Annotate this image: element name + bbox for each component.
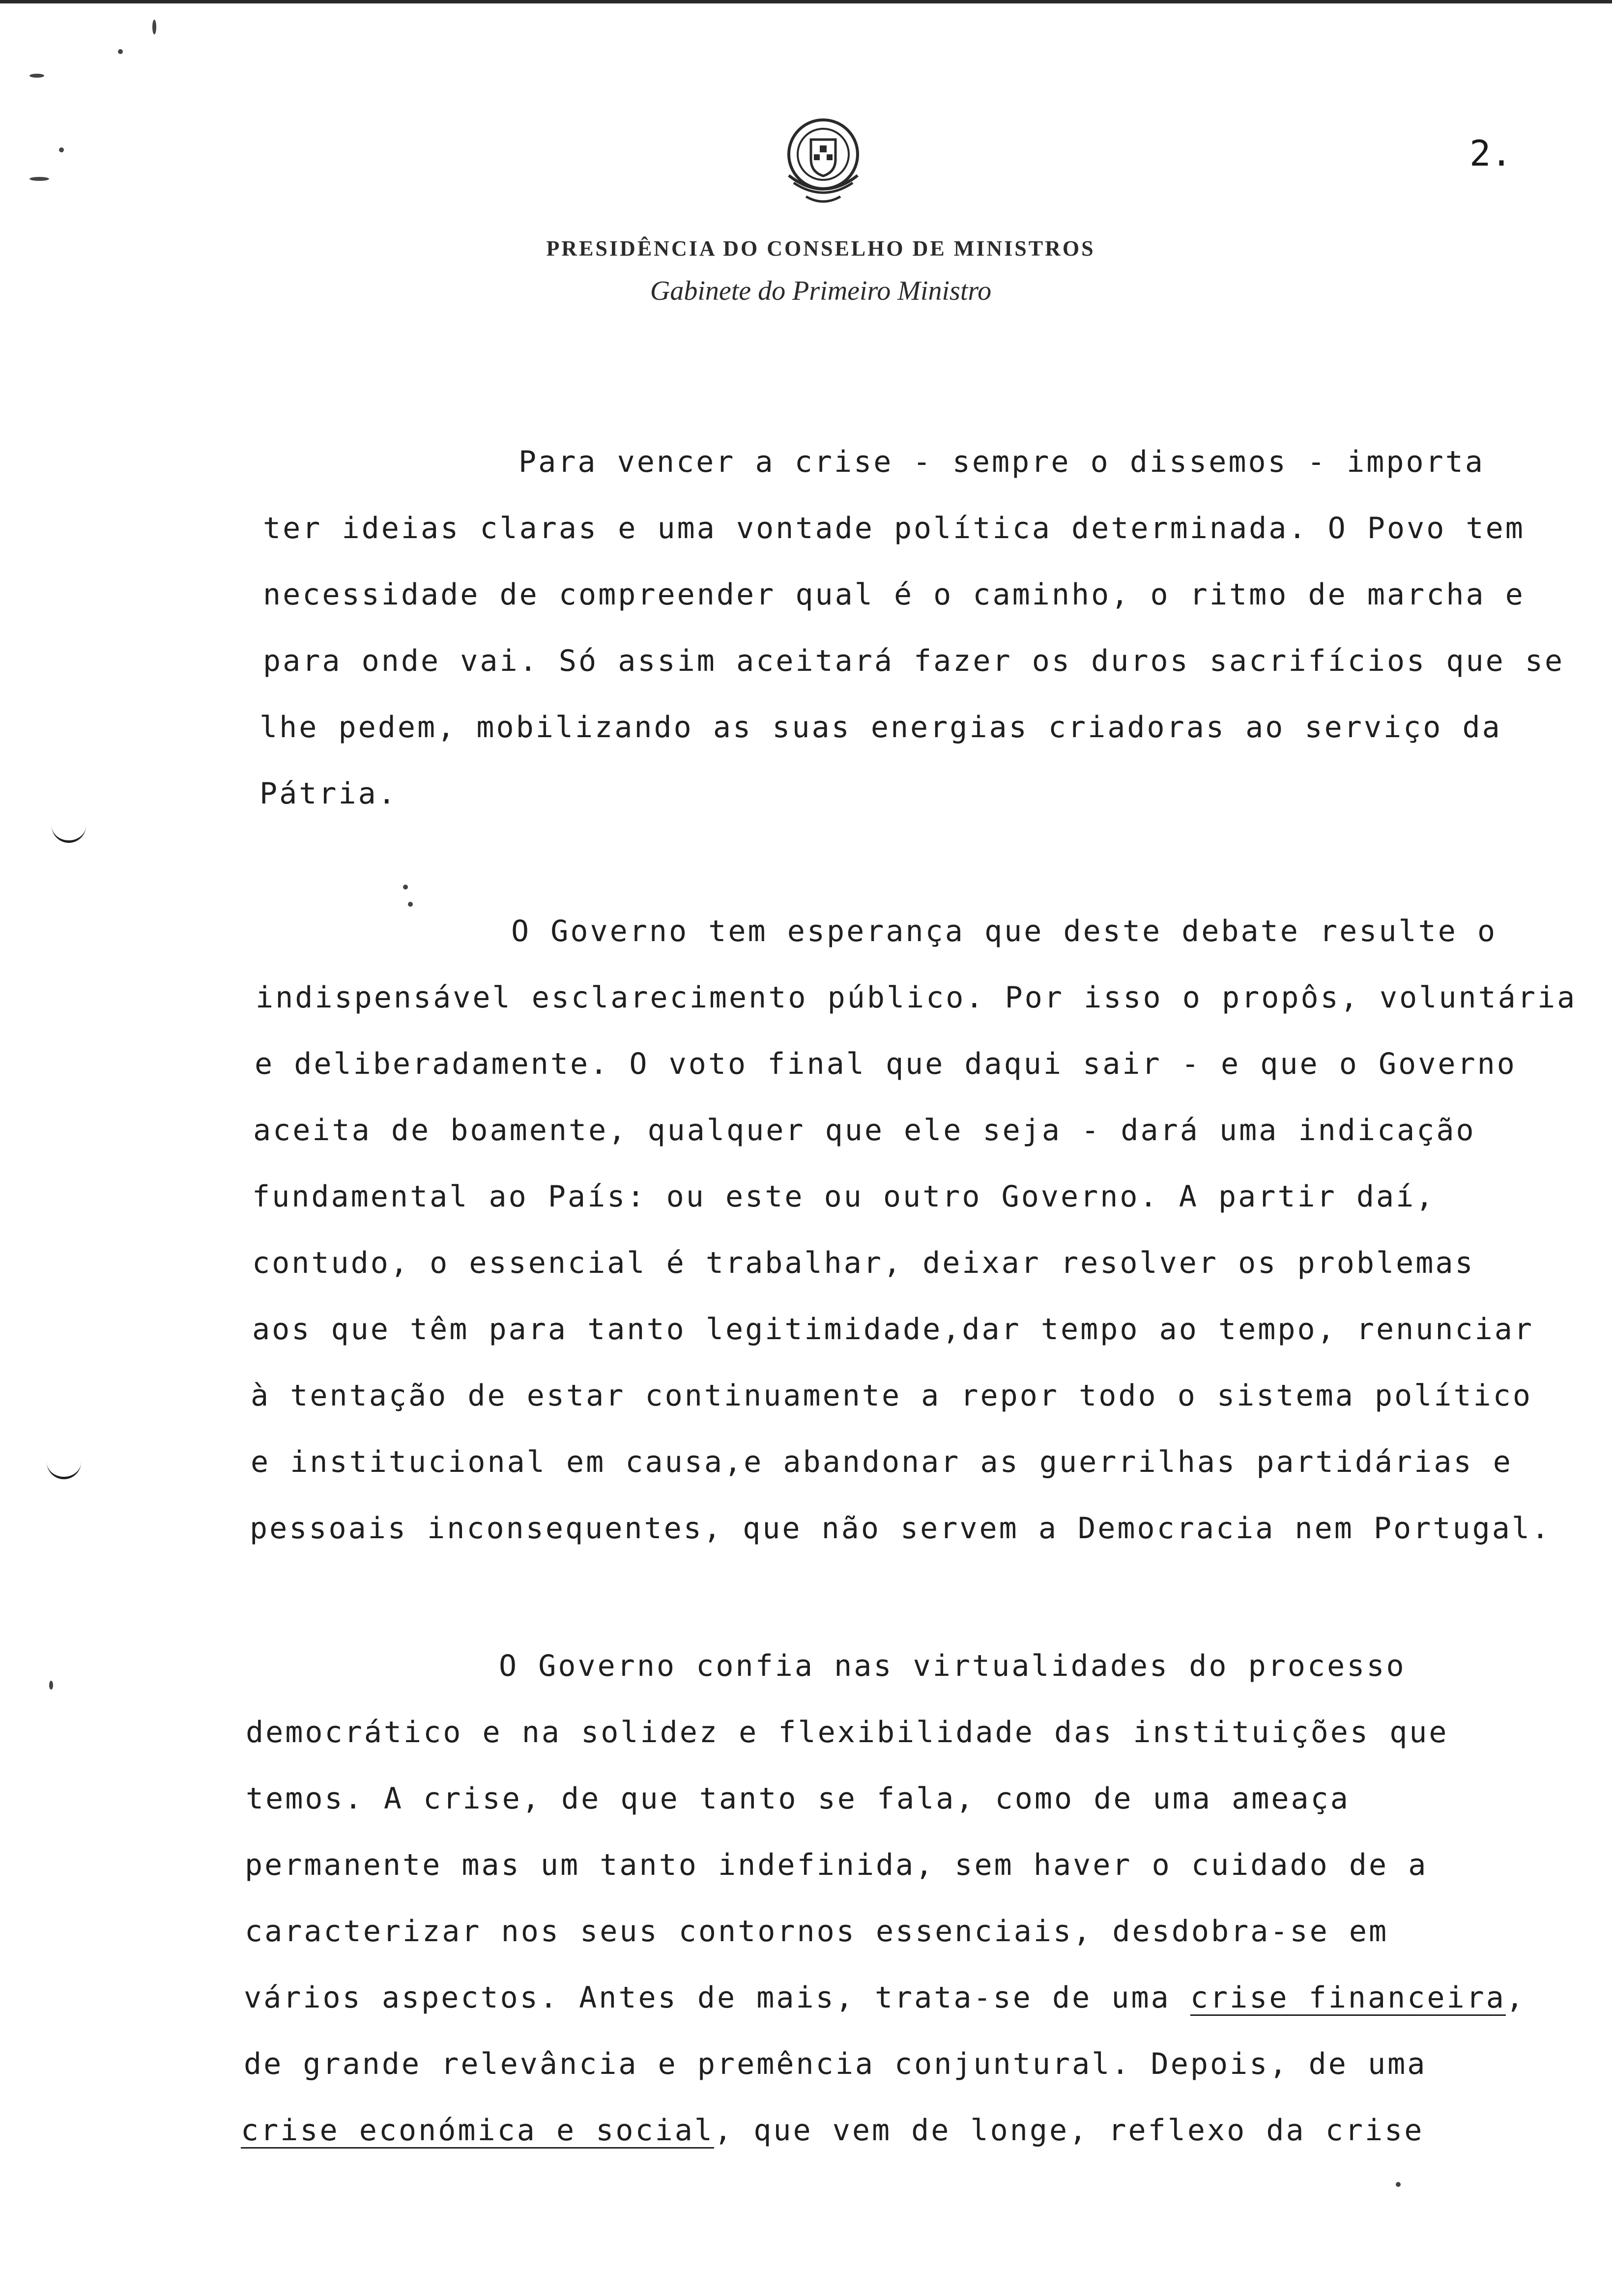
body-line: O Governo confia nas virtualidades do processo (499, 1649, 1406, 1683)
body-line: ter ideias claras e uma vontade política determinada. O Povo tem (263, 511, 1525, 545)
text-run: vários aspectos. Antes de mais, trata-se de uma (244, 1980, 1190, 2015)
body-line: de grande relevância e premência conjuntural. Depois, de uma (244, 2047, 1427, 2081)
punch-hole-mark (52, 826, 86, 843)
letterhead-title: PRESIDÊNCIA DO CONSELHO DE MINISTROS (546, 236, 1095, 260)
body-line: e institucional em causa,e abandonar as guerrilhas partidárias e (251, 1445, 1513, 1479)
body-line: necessidade de compreender qual é o caminho, o ritmo de marcha e (263, 577, 1525, 612)
body-line: aos que têm para tanto legitimidade,dar tempo ao tempo, renunciar (252, 1312, 1534, 1347)
body-line: pessoais inconsequentes, que não servem a Democracia nem Portugal. (250, 1511, 1552, 1546)
top-edge-rule (0, 0, 1612, 3)
body-line: Para vencer a crise - sempre o dissemos - importa (518, 445, 1485, 479)
body-line: permanente mas um tanto indefinida, sem haver o cuidado de a (245, 1848, 1428, 1882)
body-line: lhe pedem, mobilizando as suas energias criadoras ao serviço da (259, 710, 1502, 745)
coat-of-arms-emblem (777, 114, 870, 210)
body-line-with-emphasis (241, 2113, 1424, 2148)
scan-speck (59, 147, 64, 152)
body-line: O Governo tem esperança que deste debate resulte o (511, 914, 1497, 948)
body-line: indispensável esclarecimento público. Por isso o propôs, voluntária (256, 980, 1577, 1015)
scan-speck (118, 49, 123, 54)
text-run: , (1505, 1980, 1526, 2015)
body-line: aceita de boamente, qualquer que ele seja - dará uma indicação (253, 1113, 1476, 1148)
scan-speck (403, 885, 408, 890)
letterhead-subtitle: Gabinete do Primeiro Ministro (650, 276, 992, 306)
body-line: democrático e na solidez e flexibilidade das instituições que (246, 1715, 1449, 1750)
body-line: fundamental ao País: ou este ou outro Governo. A partir daí, (252, 1179, 1436, 1214)
text-run: , que vem de longe, reflexo da crise (714, 2113, 1424, 2148)
scan-speck (29, 177, 49, 181)
scan-speck (49, 1681, 53, 1690)
body-line: Pátria. (259, 776, 398, 811)
punch-hole-mark (47, 1462, 81, 1479)
body-line-with-emphasis (244, 1980, 1526, 2015)
body-line: caracterizar nos seus contornos essenciais, desdobra-se em (245, 1914, 1389, 1949)
page-number: 2. (1469, 133, 1512, 174)
body-line: para onde vai. Só assim aceitará fazer os duros sacrifícios que se (263, 644, 1565, 678)
body-line: temos. A crise, de que tanto se fala, como de uma ameaça (246, 1781, 1350, 1816)
body-line: contudo, o essencial é trabalhar, deixar resolver os problemas (252, 1246, 1475, 1280)
underlined-phrase: crise financeira (1190, 1980, 1506, 2015)
scan-speck (152, 20, 156, 34)
underlined-phrase: crise económica e social (241, 2113, 714, 2148)
scan-speck (1396, 2182, 1401, 2187)
scan-speck (29, 74, 44, 78)
scan-speck (408, 902, 413, 907)
body-line: à tentação de estar continuamente a repor todo o sistema político (251, 1378, 1532, 1413)
body-line: e deliberadamente. O voto final que daqui sair - e que o Governo (255, 1047, 1517, 1081)
